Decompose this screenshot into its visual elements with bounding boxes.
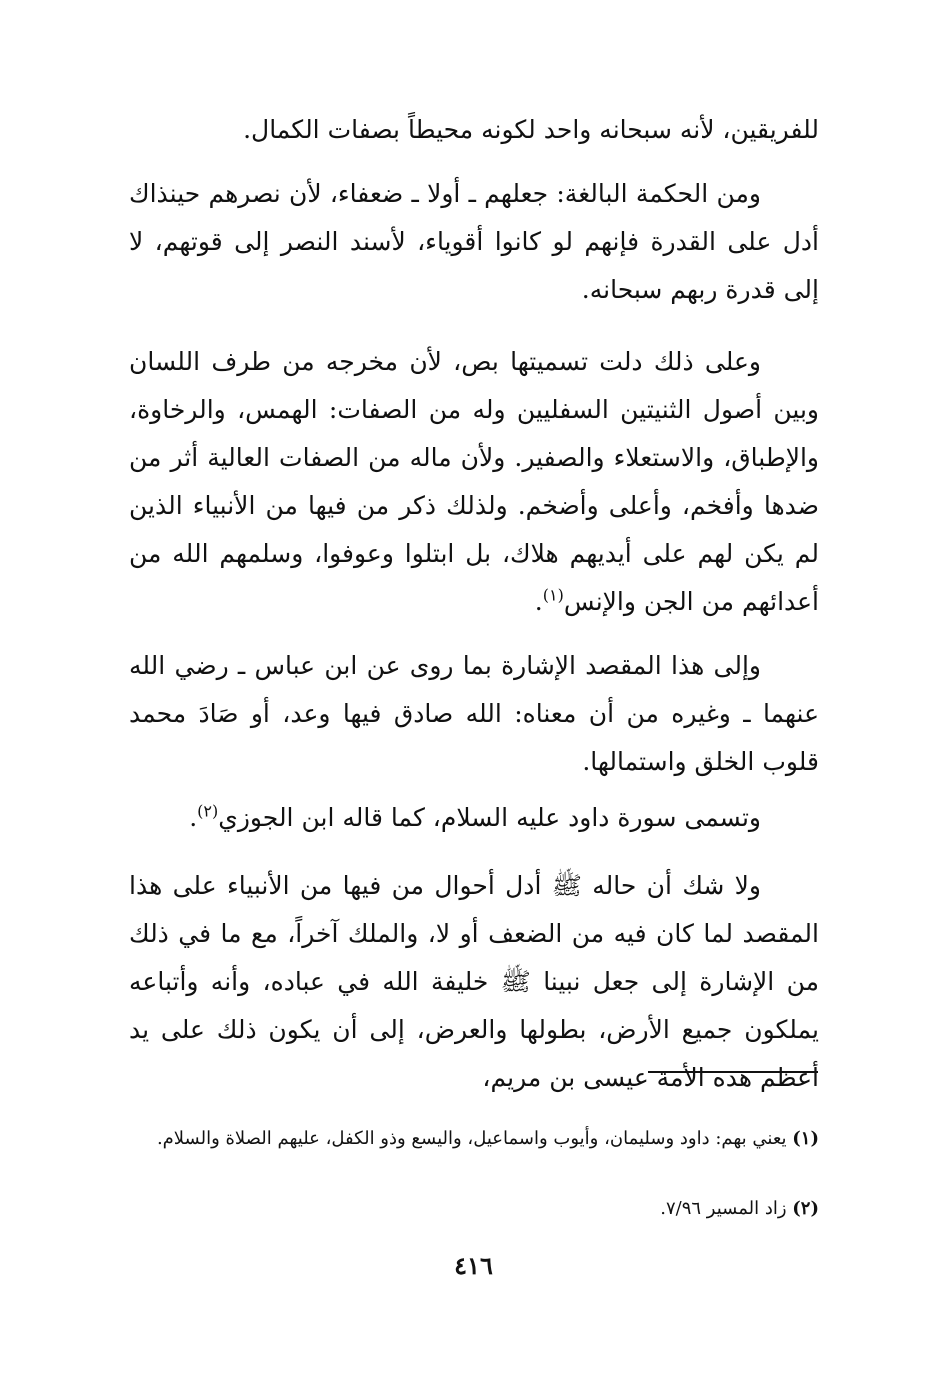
- paragraph-3: [129, 338, 819, 626]
- footnote-2-number: (٢): [792, 1198, 819, 1219]
- paragraph-1: [129, 106, 819, 154]
- footnote-2: [129, 1194, 819, 1224]
- paragraph-4: [129, 642, 819, 786]
- paragraph-3-end: .: [534, 587, 543, 616]
- paragraph-5-text: وتسمى سورة داود عليه السلام، كما قاله ابن الجوزي: [218, 803, 761, 832]
- footnote-divider: [648, 1071, 818, 1073]
- paragraph-6-text: ولا شك أن حاله ﷺ أدل أحوال من فيها من الأنبياء على هذا المقصد لما كان فيه من الضعف أو لا، والملك آخراً، مع ما في ذلك من الإشارة إلى جعل نبينا ﷺ خليفة الله في عباده، وأنه وأتباعه يملكون جميع الأرض، بطولها والعرض، إلى أن يكون ذلك على يد أعظم هذه الأمة عيسى بن مريم،: [129, 871, 819, 1092]
- footnote-1-number: (١): [792, 1128, 819, 1149]
- footnote-2-text: زاد المسير ٧/٩٦.: [660, 1198, 787, 1219]
- paragraph-2-text: ومن الحكمة البالغة: جعلهم ـ أولا ـ ضعفاء، لأن نصرهم حينذاك أدل على القدرة فإنهم لو كانوا أقوياء، لأسند النصر إلى قوتهم، لا إلى قدرة ربهم سبحانه.: [129, 179, 819, 304]
- paragraph-5: [129, 794, 819, 842]
- page-number: ٤١٦: [454, 1251, 493, 1280]
- paragraph-2: [129, 170, 819, 314]
- footnote-ref-2: (٢): [197, 801, 219, 821]
- footnote-1-text: يعني بهم: داود وسليمان، وأيوب واسماعيل، واليسع وذو الكفل، عليهم الصلاة والسلام.: [156, 1128, 787, 1149]
- paragraph-1-text: للفريقين، لأنه سبحانه واحد لكونه محيطاً بصفات الكمال.: [243, 115, 819, 144]
- paragraph-3-text: وعلى ذلك دلت تسميتها بص، لأن مخرجه من طرف اللسان وبين أصول الثنيتين السفليين وله من الصفات: الهمس، والرخاوة، والإطباق، والاستعلاء والصفير. ولأن ماله من الصفات العالية أثر من ضدها وأفخم، وأعلى وأضخم. ولذلك ذكر من فيها من الأنبياء الذين لم يكن لهم على أيديهم هلاك، بل ابتلوا وعوفوا، وسلمهم الله من أعدائهم من الجن والإنس: [129, 347, 819, 616]
- paragraph-4-text: وإلى هذا المقصد الإشارة بما روى عن ابن عباس ـ رضي الله عنهما ـ وغيره من أن معناه: الله صادق فيها وعد، أو صَادَ محمد قلوب الخلق واستمالها.: [129, 651, 819, 776]
- paragraph-6: [129, 862, 819, 1102]
- paragraph-5-end: .: [189, 803, 198, 832]
- footnote-ref-1: (١): [542, 585, 564, 605]
- footnote-1: [129, 1124, 819, 1154]
